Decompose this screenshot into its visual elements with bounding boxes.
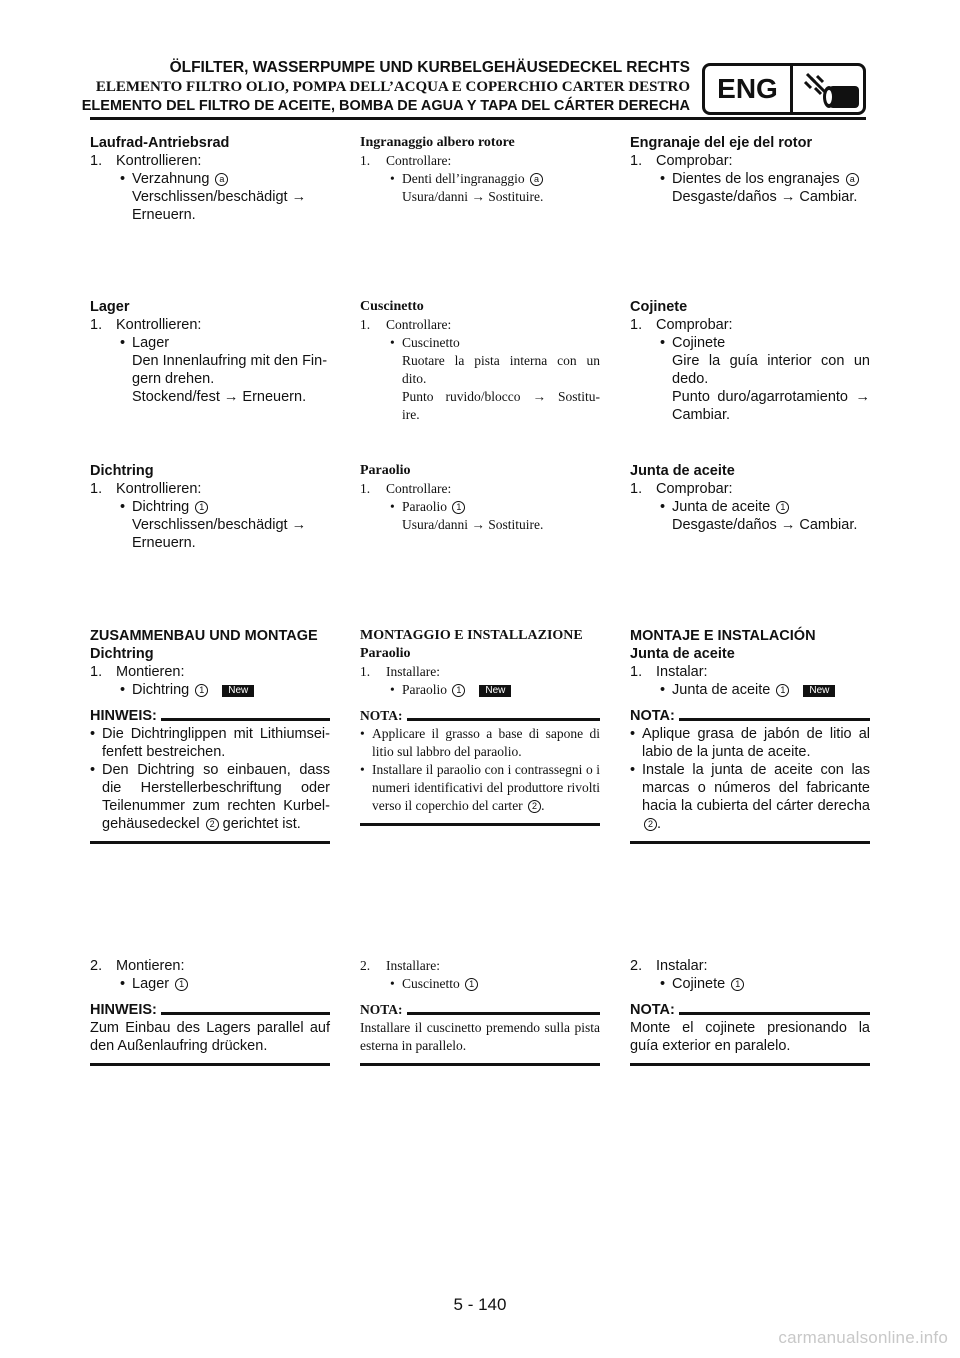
- item-detail: ire.: [402, 407, 420, 422]
- section-heading: Engranaje del eje del rotor: [630, 135, 813, 151]
- item-detail: Desgaste/daños → Cambiar.: [672, 517, 858, 533]
- step-number: 1.: [360, 153, 371, 168]
- step-number: 1.: [360, 664, 371, 679]
- step-number: 1.: [360, 481, 371, 496]
- note-end-rule: [630, 841, 870, 844]
- item-detail: Desgaste/daños → Cambiar.: [672, 189, 858, 205]
- item-text: Denti dell’ingranaggio: [402, 171, 525, 186]
- note-bullet: Aplique grasa de jabón de litio al labio de la junta de aceite.: [642, 726, 870, 760]
- marker-2: 2: [528, 800, 541, 813]
- step-text: Kontrollieren:: [116, 317, 202, 333]
- item-text: Cuscinetto: [402, 335, 460, 350]
- item-text: Junta de aceite: [672, 682, 771, 698]
- item-detail: Erneuern.: [132, 207, 196, 223]
- step-number: 2.: [630, 958, 643, 974]
- item-detail: Punto duro/agarrotamiento →: [672, 389, 870, 405]
- section-heading: Paraolio: [360, 463, 411, 478]
- section-subheading: Dichtring: [90, 646, 154, 662]
- section-impeller-gear-de: Laufrad-Antriebsrad 1. Kontrollieren: • Verzahnung a Verschlissen/beschädigt → Erneuern.: [90, 134, 330, 224]
- marker-1: 1: [465, 978, 478, 991]
- section-heading: Cojinete: [630, 299, 688, 315]
- step-number: 1.: [630, 481, 643, 497]
- step-text: Montieren:: [116, 958, 185, 974]
- section-impeller-gear-es: Engranaje del eje del rotor 1. Comprobar: • Dientes de los engranajes a Desgaste/daños → Cambiar.: [630, 134, 870, 206]
- note-label: NOTA:: [630, 1002, 675, 1018]
- note-label: NOTA:: [360, 1002, 403, 1017]
- item-detail: Cambiar.: [672, 407, 731, 423]
- section-heading: Cuscinetto: [360, 299, 424, 314]
- section-bearing-it: Cuscinetto 1. Controllare: • Cuscinetto Ruotare la pista interna con un dito. Punto ruvido/blocco → Sostitu- ire.: [360, 299, 600, 422]
- note-end-rule: [90, 841, 330, 844]
- note-bullet-end: gerichtet ist.: [222, 816, 301, 832]
- step-text: Comprobar:: [656, 153, 733, 169]
- note-end-rule: [360, 1063, 600, 1066]
- note-bullet: Installare il paraolio con i contrassegni o i numeri identificativi del produttore rivolti verso il coperchio del carter: [372, 762, 600, 813]
- item-text: Dichtring: [132, 499, 190, 515]
- note-label: NOTA:: [630, 708, 675, 724]
- item-detail: Verschlissen/beschädigt →: [132, 517, 307, 533]
- marker-1: 1: [452, 501, 465, 514]
- marker-1: 1: [195, 684, 208, 697]
- marker-1: 1: [175, 978, 188, 991]
- item-detail: Stockend/fest → Erneuern.: [132, 389, 307, 405]
- step-number: 1.: [630, 153, 643, 169]
- section-install-bearing-es: 2. Instalar: • Cojinete 1 NOTA: Monte el cojinete presionando la guía exterior en paralelo.: [630, 957, 870, 1066]
- step-number: 1.: [90, 317, 103, 333]
- step-number: 1.: [630, 664, 643, 680]
- step-text: Controllare:: [386, 317, 452, 332]
- item-detail: gern drehen.: [132, 371, 215, 387]
- note-text: Zum Einbau des Lagers parallel auf den Außenlaufring drücken.: [90, 1020, 330, 1054]
- item-text: Cojinete: [672, 976, 726, 992]
- item-text: Junta de aceite: [672, 499, 771, 515]
- section-oil-seal-es: Junta de aceite 1. Comprobar: • Junta de aceite 1 Desgaste/daños → Cambiar.: [630, 462, 870, 534]
- item-detail: Den Innenlaufring mit den Fin-: [132, 353, 328, 369]
- new-part-badge: New: [479, 685, 511, 697]
- note-bullet-end: .: [657, 816, 662, 832]
- section-oil-seal-it: Paraolio 1. Controllare: • Paraolio 1 Usura/danni → Sostituire.: [360, 462, 600, 534]
- step-number: 1.: [630, 317, 643, 333]
- section-subheading: Paraolio: [360, 646, 411, 661]
- header-title-de: ÖLFILTER, WASSERPUMPE UND KURBELGEHÄUSEDECKEL RECHTS: [169, 59, 690, 76]
- step-text: Kontrollieren:: [116, 153, 202, 169]
- step-number: 1.: [90, 664, 103, 680]
- step-text: Comprobar:: [656, 317, 733, 333]
- step-text: Kontrollieren:: [116, 481, 202, 497]
- note-text: Installare il cuscinetto premendo sulla pista esterna in parallelo.: [360, 1020, 600, 1053]
- step-number: 1.: [90, 153, 103, 169]
- step-text: Comprobar:: [656, 481, 733, 497]
- watermark: carmanualsonline.info: [778, 1328, 948, 1347]
- note-text: Monte el cojinete presionando la guía exterior en paralelo.: [630, 1020, 870, 1054]
- page-number: 5 - 140: [453, 1295, 507, 1314]
- item-text: Paraolio: [402, 499, 447, 514]
- item-detail: dito.: [402, 371, 427, 386]
- note-bullet: Die Dichtringlippen mit Lithiumseifenfett bestreichen.: [102, 726, 330, 760]
- note-end-rule: [90, 1063, 330, 1066]
- section-impeller-gear-it: Ingranaggio albero rotore 1. Controllare: • Denti dell’ingranaggio a Usura/danni → Sostituire.: [360, 134, 600, 206]
- marker-a: a: [846, 173, 859, 186]
- step-text: Instalar:: [656, 958, 708, 974]
- eng-label: ENG: [705, 66, 793, 112]
- header-title-it: ELEMENTO FILTRO OLIO, POMPA DELL’ACQUA E COPERCHIO CARTER DESTRO: [95, 79, 690, 95]
- step-text: Installare:: [386, 664, 440, 679]
- step-number: 2.: [360, 958, 371, 973]
- item-detail: Usura/danni → Sostituire.: [402, 517, 544, 532]
- step-number: 1.: [360, 317, 371, 332]
- section-assembly-es: MONTAJE E INSTALACIÓN Junta de aceite 1. Instalar: • Junta de aceite 1 New NOTA: • Aplique grasa de jabón de litio al labio de la junta de aceite. • Instale la junta de aceite con las marcas o números del fabricante hacia la cubierta del cárter derecha 2 .: [630, 627, 870, 844]
- item-text: Cuscinetto: [402, 976, 460, 991]
- section-heading: ZUSAMMENBAU UND MONTAGE: [90, 628, 318, 644]
- section-oil-seal-de: Dichtring 1. Kontrollieren: • Dichtring 1 Verschlissen/beschädigt → Erneuern.: [90, 462, 330, 552]
- marker-1: 1: [452, 684, 465, 697]
- item-text: Verzahnung: [132, 171, 210, 187]
- section-heading: Lager: [90, 299, 130, 315]
- step-text: Installare:: [386, 958, 440, 973]
- note-label: HINWEIS:: [90, 708, 157, 724]
- section-install-bearing-it: 2. Installare: • Cuscinetto 1 NOTA: Installare il cuscinetto premendo sulla pista esterna in parallelo.: [360, 957, 600, 1066]
- item-detail: Erneuern.: [132, 535, 196, 551]
- item-text: Lager: [132, 976, 170, 992]
- note-bullet: Applicare il grasso a base di sapone di litio sul labbro del paraolio.: [372, 726, 600, 759]
- marker-1: 1: [195, 501, 208, 514]
- item-detail: Ruotare la pista interna con un: [402, 353, 600, 368]
- item-detail: Gire la guía interior con un: [672, 353, 870, 369]
- section-bearing-de: Lager 1. Kontrollieren: • Lager Den Innenlaufring mit den Fin- gern drehen. Stockend/fest → Erneuern.: [90, 298, 330, 406]
- section-assembly-it: MONTAGGIO E INSTALLAZIONE Paraolio 1. Installare: • Paraolio 1 New NOTA: • Applicare il grasso a base di sapone di litio sul labbro del paraolio. • Installare il paraolio con i contrassegni o i numeri identificativi del produttore rivolti verso il coperchio del carter 2 .: [360, 627, 600, 826]
- wrench-icon: [795, 68, 865, 115]
- item-detail: Usura/danni → Sostituire.: [402, 189, 544, 204]
- marker-1: 1: [731, 978, 744, 991]
- step-text: Controllare:: [386, 153, 452, 168]
- new-part-badge: New: [222, 685, 254, 697]
- section-install-bearing-de: 2. Montieren: • Lager 1 HINWEIS: Zum Einbau des Lagers parallel auf den Außenlaufring drücken.: [90, 957, 330, 1066]
- step-number: 2.: [90, 958, 103, 974]
- item-text: Dichtring: [132, 682, 190, 698]
- section-heading: MONTAGGIO E INSTALLAZIONE: [360, 628, 583, 643]
- section-heading: Ingranaggio albero rotore: [360, 135, 515, 150]
- marker-2: 2: [206, 818, 219, 831]
- marker-1: 1: [776, 684, 789, 697]
- marker-2: 2: [644, 818, 657, 831]
- note-end-rule: [360, 823, 600, 826]
- step-text: Controllare:: [386, 481, 452, 496]
- item-detail: Verschlissen/beschädigt →: [132, 189, 307, 205]
- note-bullet-end: .: [541, 798, 545, 813]
- section-heading: Dichtring: [90, 463, 154, 479]
- item-text: Cojinete: [672, 335, 726, 351]
- section-subheading: Junta de aceite: [630, 646, 735, 662]
- step-number: 1.: [90, 481, 103, 497]
- section-heading: Junta de aceite: [630, 463, 735, 479]
- new-part-badge: New: [803, 685, 835, 697]
- header-rule: [90, 117, 866, 120]
- item-detail: dedo.: [672, 371, 709, 387]
- step-text: Instalar:: [656, 664, 708, 680]
- section-assembly-de: ZUSAMMENBAU UND MONTAGE Dichtring 1. Montieren: • Dichtring 1 New HINWEIS: • Die Dichtringlippen mit Lithiumseifenfett bestreichen. • Den Dichtring so einbauen, dass die Herstellerbeschriftung oder Teilenummer zum rechten Kurbelgehäusedeckel 2 gerichtet ist.: [90, 627, 330, 844]
- item-text: Dientes de los engranajes: [672, 171, 840, 187]
- note-bullet: Instale la junta de aceite con las marcas o números del fabricante hacia la cubierta del cárter derecha: [642, 762, 870, 814]
- note-label: NOTA:: [360, 708, 403, 723]
- section-bearing-es: Cojinete 1. Comprobar: • Cojinete Gire la guía interior con un dedo. Punto duro/agarrotamiento → Cambiar.: [630, 299, 870, 423]
- marker-1: 1: [776, 501, 789, 514]
- header-title-es: ELEMENTO DEL FILTRO DE ACEITE, BOMBA DE AGUA Y TAPA DEL CÁRTER DERECHA: [81, 98, 690, 114]
- marker-a: a: [215, 173, 228, 186]
- note-bullet: Den Dichtring so einbauen, dass die Herstellerbeschriftung oder Teilenummer zum rechten Kurbelgehäusedeckel: [102, 762, 330, 832]
- note-end-rule: [630, 1063, 870, 1066]
- page-header-titles: [82, 58, 690, 116]
- item-detail: Punto ruvido/blocco → Sostitu-: [402, 389, 600, 404]
- step-text: Montieren:: [116, 664, 185, 680]
- item-text: Paraolio: [402, 682, 447, 697]
- section-heading: Laufrad-Antriebsrad: [90, 135, 230, 151]
- item-text: Lager: [132, 335, 170, 351]
- marker-a: a: [530, 173, 543, 186]
- eng-section-badge: [702, 63, 866, 115]
- note-label: HINWEIS:: [90, 1002, 157, 1018]
- section-heading: MONTAJE E INSTALACIÓN: [630, 628, 816, 644]
